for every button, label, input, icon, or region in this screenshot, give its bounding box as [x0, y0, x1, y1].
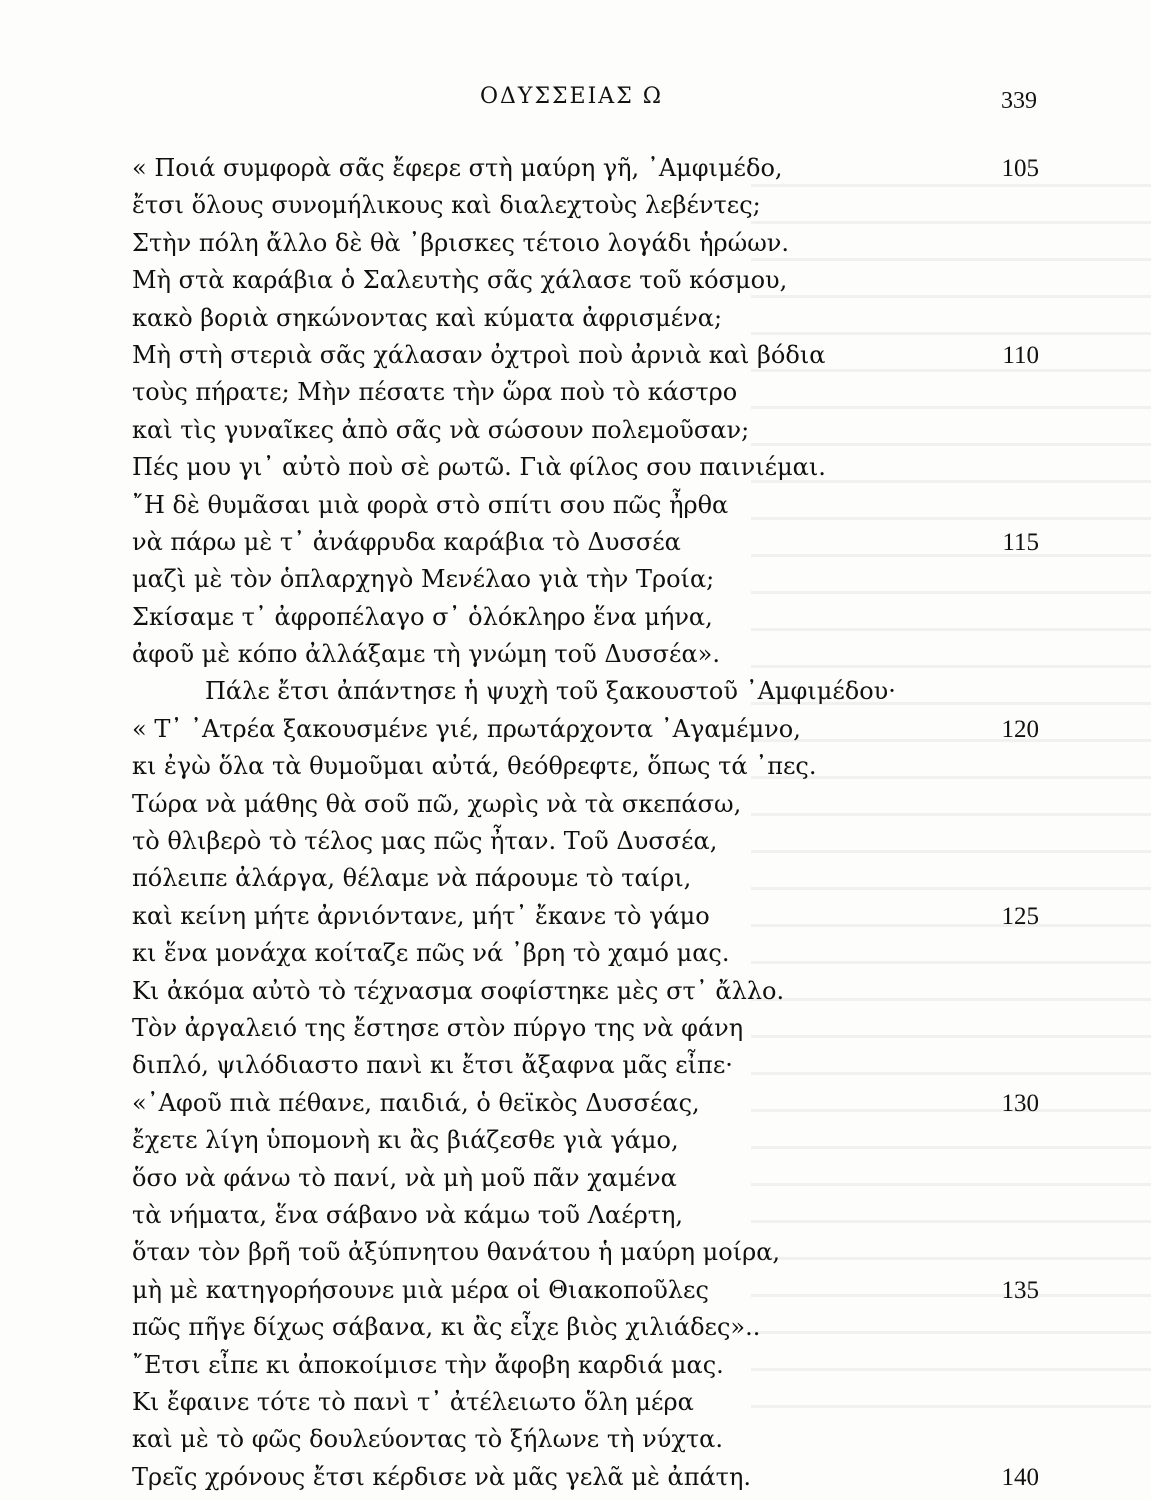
page-number: 339: [1001, 88, 1037, 114]
verse-text: ὅταν τὸν βρῆ τοῦ ἀξύπνητου θανάτου ἡ μαύρη μοίρα,: [132, 1238, 781, 1267]
verse-text: πόλειπε ἀλάργα, θέλαμε νὰ πάρουμε τὸ ταίρι,: [132, 864, 692, 893]
verse-text: ἀφοῦ μὲ κόπο ἀλλάξαμε τὴ γνώμη τοῦ Δυσσέα».: [132, 640, 720, 669]
verse-text: Πές μου γι᾿ αὐτὸ ποὺ σὲ ρωτῶ. Γιὰ φίλος σου παινιέμαι.: [132, 453, 826, 482]
line-number: 125: [1001, 902, 1039, 930]
verse-line: [0, 262, 1151, 299]
verse-line: [0, 1309, 1151, 1346]
verse-text: καὶ κείνη μήτε ἀρνιόντανε, μήτ᾿ ἔκανε τὸ γάμο: [132, 901, 710, 930]
verse-text: Μὴ στὰ καράβια ὁ Σαλευτὴς σᾶς χάλασε τοῦ κόσμου,: [132, 266, 788, 295]
verse-text: ἔτσι ὅλους συνομήλικους καὶ διαλεχτοὺς λεβέντες;: [132, 191, 761, 220]
verse-text: κι ἕνα μονάχα κοίταζε πῶς νά ᾿βρη τὸ χαμό μας.: [132, 939, 730, 968]
line-number: 130: [1001, 1089, 1039, 1117]
verse-line: [0, 1122, 1151, 1159]
verse-text: καὶ μὲ τὸ φῶς δουλεύοντας τὸ ξήλωνε τὴ νύχτα.: [132, 1425, 723, 1454]
verse-line: [0, 1347, 1151, 1384]
verse-text: ῎Ετσι εἶπε κι ἀποκοίμισε τὴν ἄφοβη καρδιά μας.: [132, 1350, 724, 1379]
verse-line: [0, 1421, 1151, 1458]
verse-text: μαζὶ μὲ τὸν ὁπλαρχηγὸ Μενέλαο γιὰ τὴν Τροία;: [132, 565, 715, 594]
verse-text: πῶς πῆγε δίχως σάβανα, κι ἂς εἶχε βιὸς χιλιάδες»..: [132, 1313, 761, 1342]
verse-line: [0, 187, 1151, 224]
verse-line: [0, 150, 1151, 187]
verse-line: [0, 225, 1151, 262]
verse-text: μὴ μὲ κατηγορήσουνε μιὰ μέρα οἱ Θιακοποῦλες: [132, 1275, 709, 1304]
verse-text: ῎Η δὲ θυμᾶσαι μιὰ φορὰ στὸ σπίτι σου πῶς ἦρθα: [132, 490, 729, 519]
verse-text: Τὸν ἀργαλειό της ἔστησε στὸν πύργο της νὰ φάνη: [132, 1013, 744, 1042]
verse-text: κι ἐγὼ ὅλα τὰ θυμοῦμαι αὐτά, θεόθρεφτε, ὅπως τά ᾿πες.: [132, 752, 817, 781]
verse-text: Στὴν πόλη ἄλλο δὲ θὰ ᾿βρισκες τέτοιο λογάδι ἡρώων.: [132, 228, 789, 257]
line-number: 140: [1001, 1463, 1039, 1491]
verse-text: Κι ἔφαινε τότε τὸ πανὶ τ᾿ ἀτέλειωτο ὅλη μέρα: [132, 1387, 694, 1416]
verse-line: [0, 935, 1151, 972]
verse-line: [0, 524, 1151, 561]
verse-line: [0, 1085, 1151, 1122]
verse-line: [0, 561, 1151, 598]
verse-line: [0, 898, 1151, 935]
verse-line: [0, 1010, 1151, 1047]
verse-line: [0, 487, 1151, 524]
verse-line: [0, 823, 1151, 860]
verse-text: Σκίσαμε τ᾿ ἀφροπέλαγο σ᾿ ὁλόκληρο ἕνα μήνα,: [132, 602, 713, 631]
verse-text: Μὴ στὴ στεριὰ σᾶς χάλασαν ὀχτροὶ ποὺ ἀρνιὰ καὶ βόδια: [132, 340, 826, 369]
verse-line: [0, 300, 1151, 337]
verse-text: Τρεῖς χρόνους ἔτσι κέρδισε νὰ μᾶς γελᾶ μὲ ἀπάτη.: [132, 1462, 751, 1491]
verse-text: νὰ πάρω μὲ τ᾿ ἀνάφρυδα καράβια τὸ Δυσσέα: [132, 527, 681, 556]
verse-line: [0, 449, 1151, 486]
verse-line: [0, 1272, 1151, 1309]
verse-line: [0, 673, 1151, 710]
verse-line: [0, 1459, 1151, 1496]
verse-line: [0, 1160, 1151, 1197]
running-head-title: ΟΔΥΣΣΕΙΑΣ Ω: [480, 84, 663, 109]
verse-line: [0, 1047, 1151, 1084]
line-number: 110: [1002, 341, 1039, 369]
verse-text: « Ποιά συμφορὰ σᾶς ἔφερε στὴ μαύρη γῆ, ᾿Αμφιμέδο,: [132, 154, 783, 182]
verse-line: [0, 599, 1151, 636]
verse-line: [0, 860, 1151, 897]
verse-block: [0, 150, 1151, 1496]
line-number: 105: [1001, 155, 1039, 182]
verse-text: τὰ νήματα, ἕνα σάβανο νὰ κάμω τοῦ Λαέρτη,: [132, 1200, 684, 1229]
verse-line: [0, 748, 1151, 785]
verse-text: διπλό, ψιλόδιαστο πανὶ κι ἔτσι ἄξαφνα μᾶς εἶπε·: [132, 1051, 733, 1080]
verse-text: « Τ᾿ ᾿Ατρέα ξακουσμένε γιέ, πρωτάρχοντα ᾿Αγαμέμνο,: [132, 714, 801, 743]
verse-text: καὶ τὶς γυναῖκες ἀπὸ σᾶς νὰ σώσουν πολεμοῦσαν;: [132, 415, 750, 444]
verse-text: Κι ἀκόμα αὐτὸ τὸ τέχνασμα σοφίστηκε μὲς στ᾿ ἄλλο.: [132, 976, 785, 1005]
line-number: 115: [1002, 528, 1039, 556]
verse-line: [0, 1234, 1151, 1271]
verse-line: [0, 412, 1151, 449]
verse-line: [0, 337, 1151, 374]
verse-text: ἔχετε λίγη ὑπομονὴ κι ἂς βιάζεσθε γιὰ γάμο,: [132, 1126, 679, 1155]
verse-line: [0, 1197, 1151, 1234]
verse-line: [0, 711, 1151, 748]
verse-text: τοὺς πήρατε; Μὴν πέσατε τὴν ὥρα ποὺ τὸ κάστρο: [132, 378, 738, 407]
verse-text: «᾿Αφοῦ πιὰ πέθανε, παιδιά, ὁ θεϊκὸς Δυσσέας,: [132, 1088, 700, 1117]
verse-text: τὸ θλιβερὸ τὸ τέλος μας πῶς ἦταν. Τοῦ Δυσσέα,: [132, 827, 718, 856]
verse-text: κακὸ βοριὰ σηκώνοντας καὶ κύματα ἀφρισμένα;: [132, 303, 723, 332]
line-number: 120: [1001, 715, 1039, 743]
line-number: 135: [1001, 1276, 1039, 1304]
verse-text: Τώρα νὰ μάθης θὰ σοῦ πῶ, χωρὶς νὰ τὰ σκεπάσω,: [132, 789, 742, 818]
verse-line: [0, 374, 1151, 411]
verse-line: [0, 786, 1151, 823]
verse-text: ὅσο νὰ φάνω τὸ πανί, νὰ μὴ μοῦ πᾶν χαμένα: [132, 1163, 677, 1192]
verse-line: [0, 636, 1151, 673]
verse-line: [0, 973, 1151, 1010]
verse-line: [0, 1384, 1151, 1421]
verse-text: Πάλε ἔτσι ἀπάντησε ἡ ψυχὴ τοῦ ξακουστοῦ ᾿Αμφιμέδου·: [205, 677, 896, 706]
